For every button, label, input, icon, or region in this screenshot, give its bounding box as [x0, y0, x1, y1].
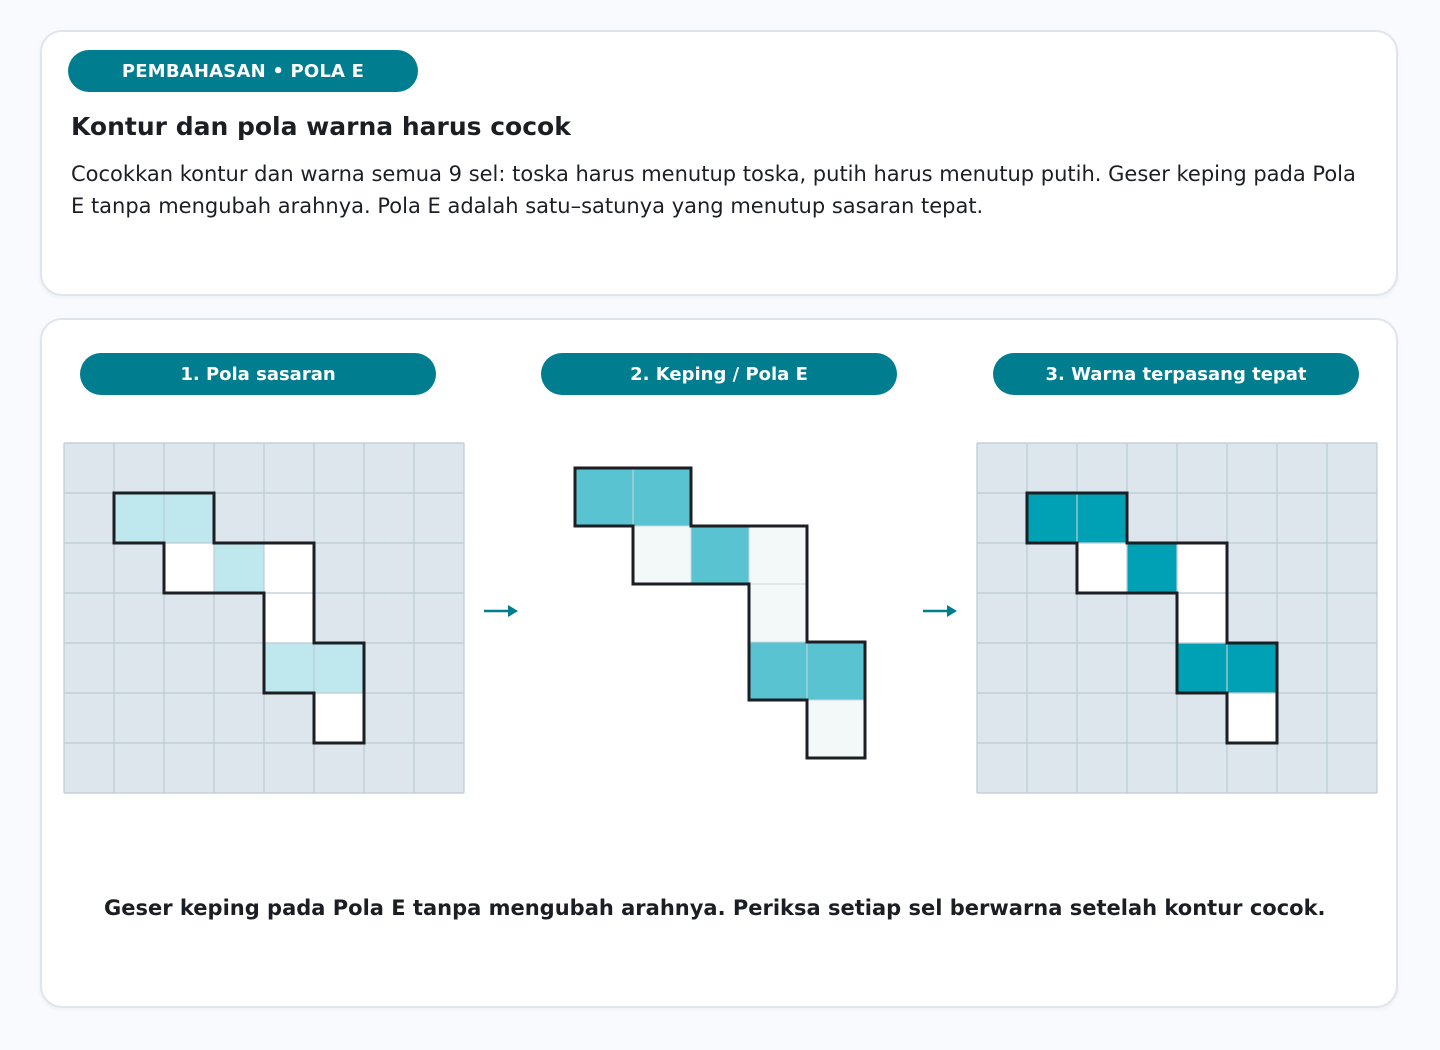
piece-cell-white	[749, 584, 807, 642]
explanation-card	[40, 30, 1398, 296]
target-board-cell-teal	[314, 643, 364, 693]
target-board-cell-teal	[164, 493, 214, 543]
piece-cell-white	[633, 526, 691, 584]
placed-board-cell-teal	[1077, 493, 1127, 543]
step-label-target: 1. Pola sasaran	[80, 353, 436, 395]
arrow-right-icon	[484, 605, 518, 617]
target-board-cell-white	[264, 543, 314, 593]
placed-pattern-board	[977, 443, 1377, 793]
target-board-cell-teal	[214, 543, 264, 593]
piece-cell-teal	[749, 642, 807, 700]
placed-board-cell-teal	[1127, 543, 1177, 593]
target-board-cell-teal	[114, 493, 164, 543]
target-board-cell-white	[314, 693, 364, 743]
step-label-placed: 3. Warna terpasang tepat	[993, 353, 1359, 395]
diagram-card	[40, 318, 1398, 1008]
target-board-cell-white	[164, 543, 214, 593]
section-badge: PEMBAHASAN • POLA E	[68, 50, 418, 92]
target-pattern-board	[64, 443, 464, 793]
placed-board-cell-white	[1177, 593, 1227, 643]
piece-cell-white	[749, 526, 807, 584]
diagram-scene	[42, 320, 1398, 880]
arrow-right-icon	[923, 605, 957, 617]
target-board-cell-white	[264, 593, 314, 643]
placed-board-cell-teal	[1027, 493, 1077, 543]
placed-board-cell-teal	[1177, 643, 1227, 693]
piece-cell-teal	[807, 642, 865, 700]
instruction-footer: Geser keping pada Pola E tanpa mengubah arahnya. Periksa setiap sel berwarna setelah kontur cocok.	[104, 896, 1326, 920]
step-label-piece: 2. Keping / Pola E	[541, 353, 897, 395]
piece-cell-teal	[691, 526, 749, 584]
arrow-head	[947, 605, 957, 617]
placed-board-cell-teal	[1227, 643, 1277, 693]
placed-board-cell-white	[1077, 543, 1127, 593]
piece-cell-teal	[575, 468, 633, 526]
arrow-head	[508, 605, 518, 617]
piece-pattern-e	[575, 468, 865, 758]
explanation-text: Cocokkan kontur dan warna semua 9 sel: toska harus menutup toska, putih harus menutup putih. Geser keping pada Pola E tanpa mengubah arahnya. Pola E adalah satu–satunya yang menutup sasaran tepat.	[71, 162, 1356, 218]
piece-cell-white	[807, 700, 865, 758]
explanation-title: Kontur dan pola warna harus cocok	[71, 112, 571, 141]
placed-board-cell-white	[1227, 693, 1277, 743]
piece-cell-teal	[633, 468, 691, 526]
placed-board-cell-white	[1177, 543, 1227, 593]
target-board-cell-teal	[264, 643, 314, 693]
